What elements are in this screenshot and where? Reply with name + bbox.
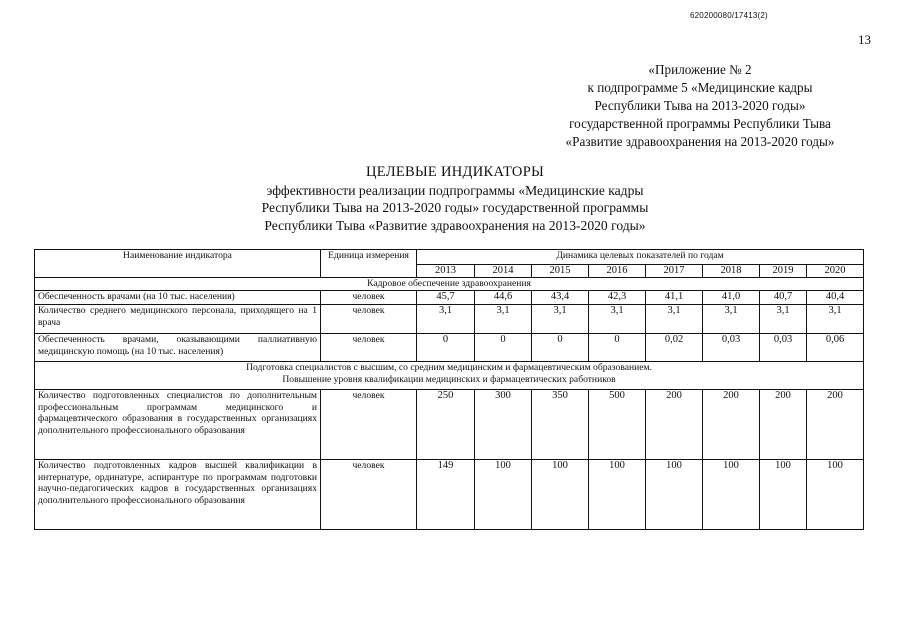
title-line: Республики Тыва «Развитие здравоохранения на 2013-2020 годы» bbox=[264, 217, 646, 233]
value-cell: 200 bbox=[760, 390, 807, 460]
value-cell: 3,1 bbox=[646, 305, 703, 334]
value-cell: 43,4 bbox=[532, 291, 589, 305]
header-dynamics: Динамика целевых показателей по годам bbox=[417, 250, 864, 265]
title-line: Республики Тыва на 2013-2020 годы» государственной программы bbox=[261, 200, 649, 215]
header-year: 2013 bbox=[417, 265, 475, 278]
table-row bbox=[35, 390, 864, 460]
indicator-unit: человек bbox=[321, 291, 417, 305]
value-cell: 41,1 bbox=[646, 291, 703, 305]
value-cell: 500 bbox=[589, 390, 646, 460]
table-row bbox=[35, 305, 864, 334]
indicator-unit: человек bbox=[321, 334, 417, 362]
value-cell: 3,1 bbox=[589, 305, 646, 334]
indicators-table bbox=[34, 249, 864, 530]
header-indicator: Наименование индикатора bbox=[35, 250, 321, 278]
indicator-name: Количество среднего медицинского персонала, приходящего на 1 врача bbox=[35, 305, 321, 334]
document-title bbox=[245, 164, 665, 234]
value-cell: 0 bbox=[417, 334, 475, 362]
table-row bbox=[35, 334, 864, 362]
value-cell: 3,1 bbox=[703, 305, 760, 334]
document-id: 620200080/17413(2) bbox=[690, 11, 768, 20]
header-year: 2019 bbox=[760, 265, 807, 278]
value-cell: 40,4 bbox=[807, 291, 864, 305]
appendix-header bbox=[540, 61, 860, 151]
value-cell: 350 bbox=[532, 390, 589, 460]
value-cell: 45,7 bbox=[417, 291, 475, 305]
value-cell: 100 bbox=[760, 460, 807, 530]
header-year: 2015 bbox=[532, 265, 589, 278]
value-cell: 3,1 bbox=[760, 305, 807, 334]
header-year: 2018 bbox=[703, 265, 760, 278]
section-title-line: Повышение уровня квалификации медицинских и фармацевтических работников bbox=[282, 373, 616, 385]
appendix-line: к подпрограмме 5 «Медицинские кадры bbox=[587, 80, 813, 95]
value-cell: 0,03 bbox=[760, 334, 807, 362]
value-cell: 0,02 bbox=[646, 334, 703, 362]
appendix-line: государственной программы Республики Тыва bbox=[569, 116, 831, 131]
value-cell: 41,0 bbox=[703, 291, 760, 305]
value-cell: 0,03 bbox=[703, 334, 760, 362]
value-cell: 100 bbox=[807, 460, 864, 530]
value-cell: 200 bbox=[807, 390, 864, 460]
title-heading: ЦЕЛЕВЫЕ ИНДИКАТОРЫ bbox=[365, 164, 545, 180]
indicator-name: Количество подготовленных специалистов по дополнительным профессиональным программам медицинского и фармацевтического образования в государственных организациях дополнительного профессионального образования bbox=[35, 390, 321, 460]
page-number: 13 bbox=[858, 32, 871, 47]
table-row bbox=[35, 460, 864, 530]
value-cell: 100 bbox=[475, 460, 532, 530]
value-cell: 3,1 bbox=[532, 305, 589, 334]
indicator-name: Количество подготовленных кадров высшей квалификации в интернатуре, ординатуре, аспирантуре по программам подготовки научно-педагогических кадров в государственных организациях дополнительного профессионального образования bbox=[35, 460, 321, 530]
value-cell: 100 bbox=[646, 460, 703, 530]
table-row bbox=[35, 291, 864, 305]
title-line: эффективности реализации подпрограммы «Медицинские кадры bbox=[266, 182, 644, 198]
value-cell: 0 bbox=[532, 334, 589, 362]
value-cell: 149 bbox=[417, 460, 475, 530]
value-cell: 3,1 bbox=[417, 305, 475, 334]
value-cell: 100 bbox=[589, 460, 646, 530]
header-unit: Единица измерения bbox=[321, 250, 417, 278]
value-cell: 100 bbox=[532, 460, 589, 530]
header-year: 2020 bbox=[807, 265, 864, 278]
appendix-line: «Приложение № 2 bbox=[648, 62, 752, 77]
section-title: Кадровое обеспечение здравоохранения bbox=[35, 278, 864, 291]
header-year: 2014 bbox=[475, 265, 532, 278]
value-cell: 300 bbox=[475, 390, 532, 460]
indicator-unit: человек bbox=[321, 390, 417, 460]
value-cell: 3,1 bbox=[475, 305, 532, 334]
value-cell: 42,3 bbox=[589, 291, 646, 305]
value-cell: 200 bbox=[703, 390, 760, 460]
appendix-line: Республики Тыва на 2013-2020 годы» bbox=[594, 98, 806, 113]
indicator-unit: человек bbox=[321, 460, 417, 530]
value-cell: 44,6 bbox=[475, 291, 532, 305]
indicator-unit: человек bbox=[321, 305, 417, 334]
value-cell: 0 bbox=[475, 334, 532, 362]
value-cell: 3,1 bbox=[807, 305, 864, 334]
appendix-line: «Развитие здравоохранения на 2013-2020 годы» bbox=[565, 134, 835, 149]
indicator-name: Обеспеченность врачами (на 10 тыс. населения) bbox=[35, 291, 321, 305]
value-cell: 100 bbox=[703, 460, 760, 530]
value-cell: 200 bbox=[646, 390, 703, 460]
section-title-line: Подготовка специалистов с высшим, со средним медицинским и фармацевтическим образованием. bbox=[246, 362, 652, 373]
value-cell: 0,06 bbox=[807, 334, 864, 362]
value-cell: 0 bbox=[589, 334, 646, 362]
header-year: 2016 bbox=[589, 265, 646, 278]
indicator-name: Обеспеченность врачами, оказывающими паллиативную медицинскую помощь (на 10 тыс. населения) bbox=[35, 334, 321, 362]
value-cell: 250 bbox=[417, 390, 475, 460]
header-year: 2017 bbox=[646, 265, 703, 278]
section-title bbox=[35, 362, 864, 390]
value-cell: 40,7 bbox=[760, 291, 807, 305]
